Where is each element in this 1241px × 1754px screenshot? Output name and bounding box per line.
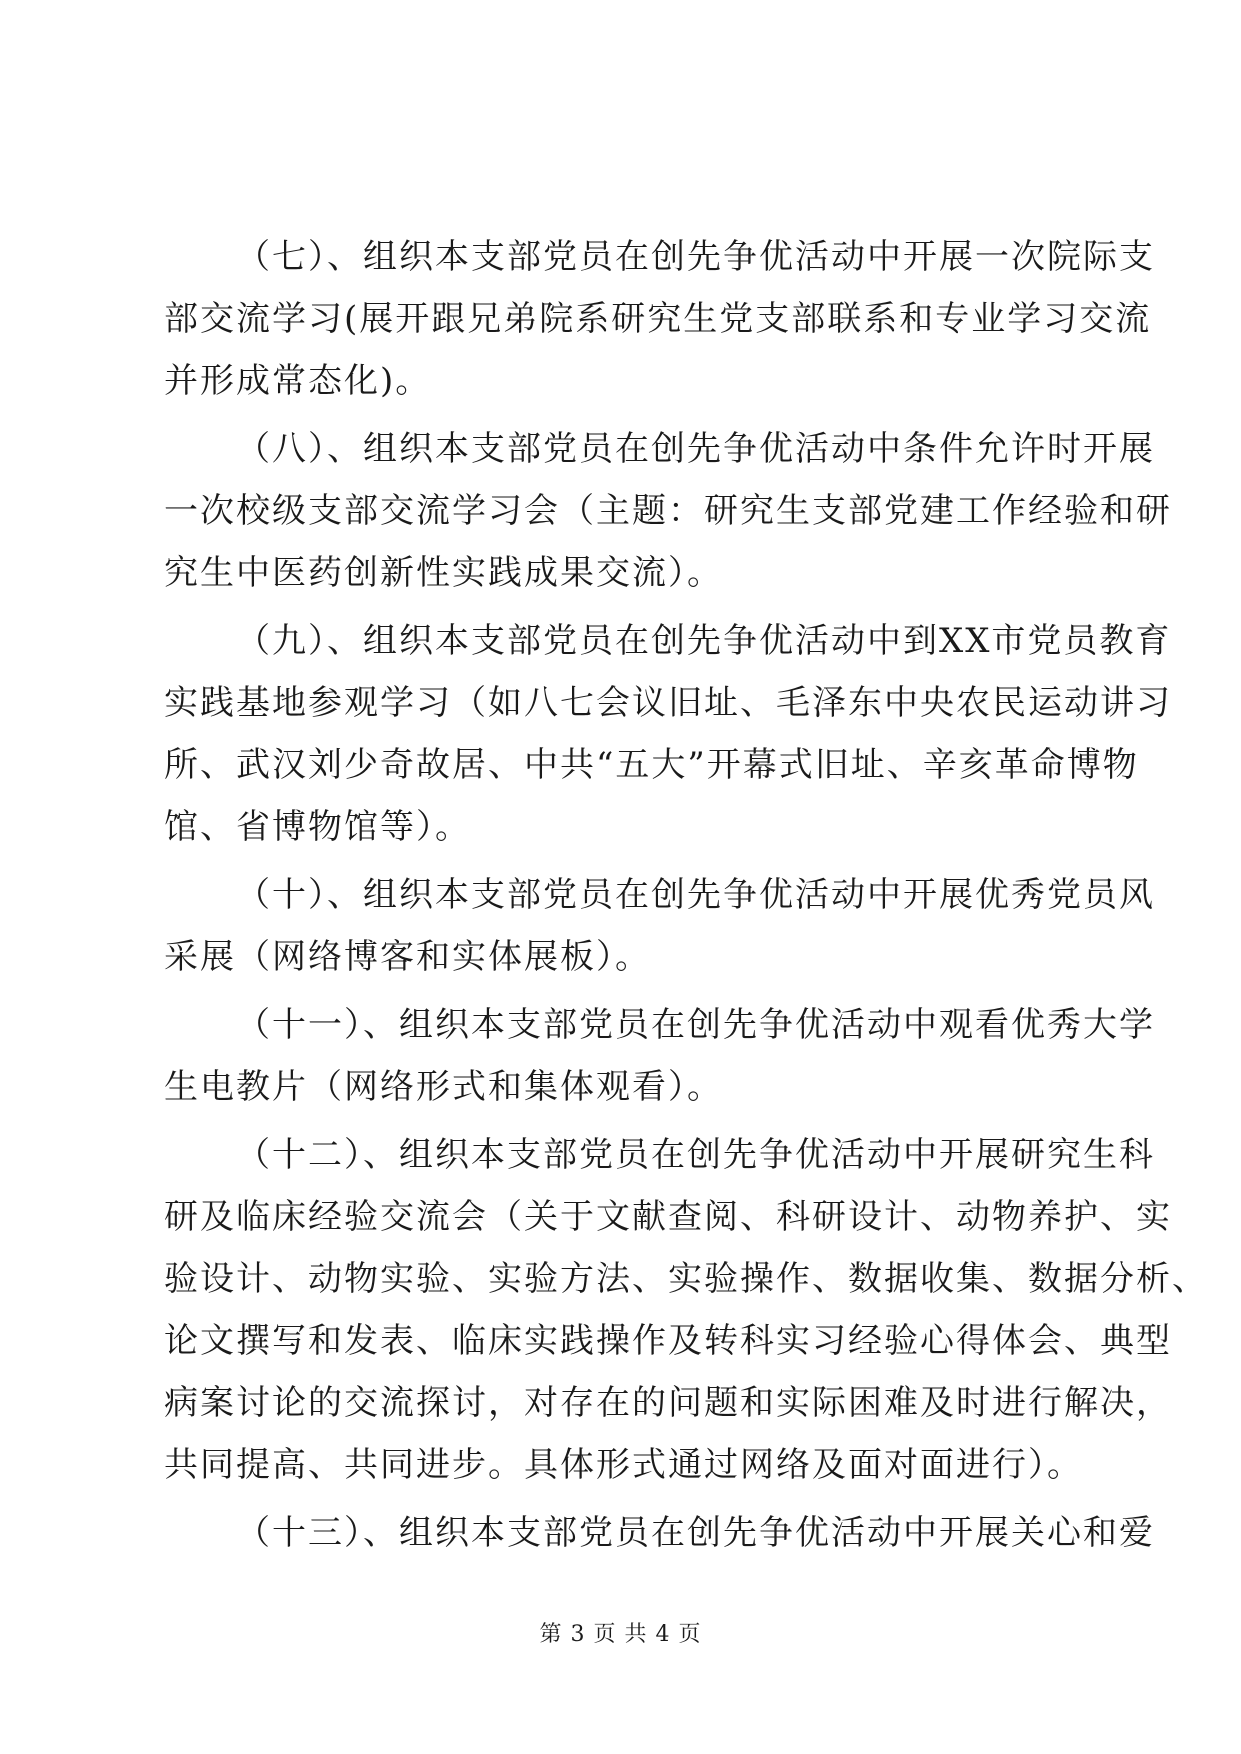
paragraph-line: 论文撰写和发表、临床实践操作及转科实习经验心得体会、典型 (164, 1321, 1172, 1361)
paragraph-line: 病案讨论的交流探讨，对存在的问题和实际困难及时进行解决， (164, 1383, 1172, 1423)
document-body (164, 226, 1208, 1570)
paragraph-line: 验设计、动物实验、实验方法、实验操作、数据收集、数据分析、 (164, 1259, 1208, 1299)
paragraph-8 (164, 418, 1172, 604)
paragraph-line: （十）、组织本支部党员在创先争优活动中开展优秀党员风 (236, 875, 1155, 915)
paragraph-7 (164, 226, 1155, 412)
paragraph-line: （九）、组织本支部党员在创先争优活动中到XX市党员教育 (236, 621, 1172, 661)
paragraph-line: （十二）、组织本支部党员在创先争优活动中开展研究生科 (236, 1135, 1155, 1175)
paragraph-line: 共同提高、共同进步。具体形式通过网络及面对面进行）。 (164, 1445, 1083, 1485)
paragraph-line: 实践基地参观学习（如八七会议旧址、毛泽东中央农民运动讲习 (164, 683, 1172, 723)
paragraph-line: （十三）、组织本支部党员在创先争优活动中开展关心和爱 (236, 1513, 1155, 1553)
page-number-footer: 第 3 页 共 4 页 (539, 1622, 702, 1647)
paragraph-line: （十一）、组织本支部党员在创先争优活动中观看优秀大学 (236, 1005, 1155, 1045)
paragraph-line: 一次校级支部交流学习会（主题：研究生支部党建工作经验和研 (164, 491, 1172, 531)
paragraph-line: 部交流学习(展开跟兄弟院系研究生党支部联系和专业学习交流 (164, 299, 1152, 339)
paragraph-line: 所、武汉刘少奇故居、中共“五大”开幕式旧址、辛亥革命博物 (164, 745, 1139, 785)
paragraph-line: 究生中医药创新性实践成果交流）。 (164, 553, 723, 593)
paragraph-line: 研及临床经验交流会（关于文献查阅、科研设计、动物养护、实 (164, 1197, 1172, 1237)
paragraph-12 (164, 1124, 1208, 1496)
paragraph-13 (164, 1502, 1155, 1564)
paragraph-line: 采展（网络博客和实体展板）。 (164, 937, 651, 977)
paragraph-10 (164, 864, 1155, 988)
paragraph-line: 并形成常态化)。 (164, 361, 432, 401)
paragraph-line: 馆、省博物馆等）。 (164, 807, 471, 847)
paragraph-line: （七）、组织本支部党员在创先争优活动中开展一次院际支 (236, 237, 1155, 277)
paragraph-11 (164, 994, 1155, 1118)
paragraph-line: （八）、组织本支部党员在创先争优活动中条件允许时开展 (236, 429, 1155, 469)
paragraph-9 (164, 610, 1172, 858)
paragraph-line: 生电教片（网络形式和集体观看）。 (164, 1067, 723, 1107)
